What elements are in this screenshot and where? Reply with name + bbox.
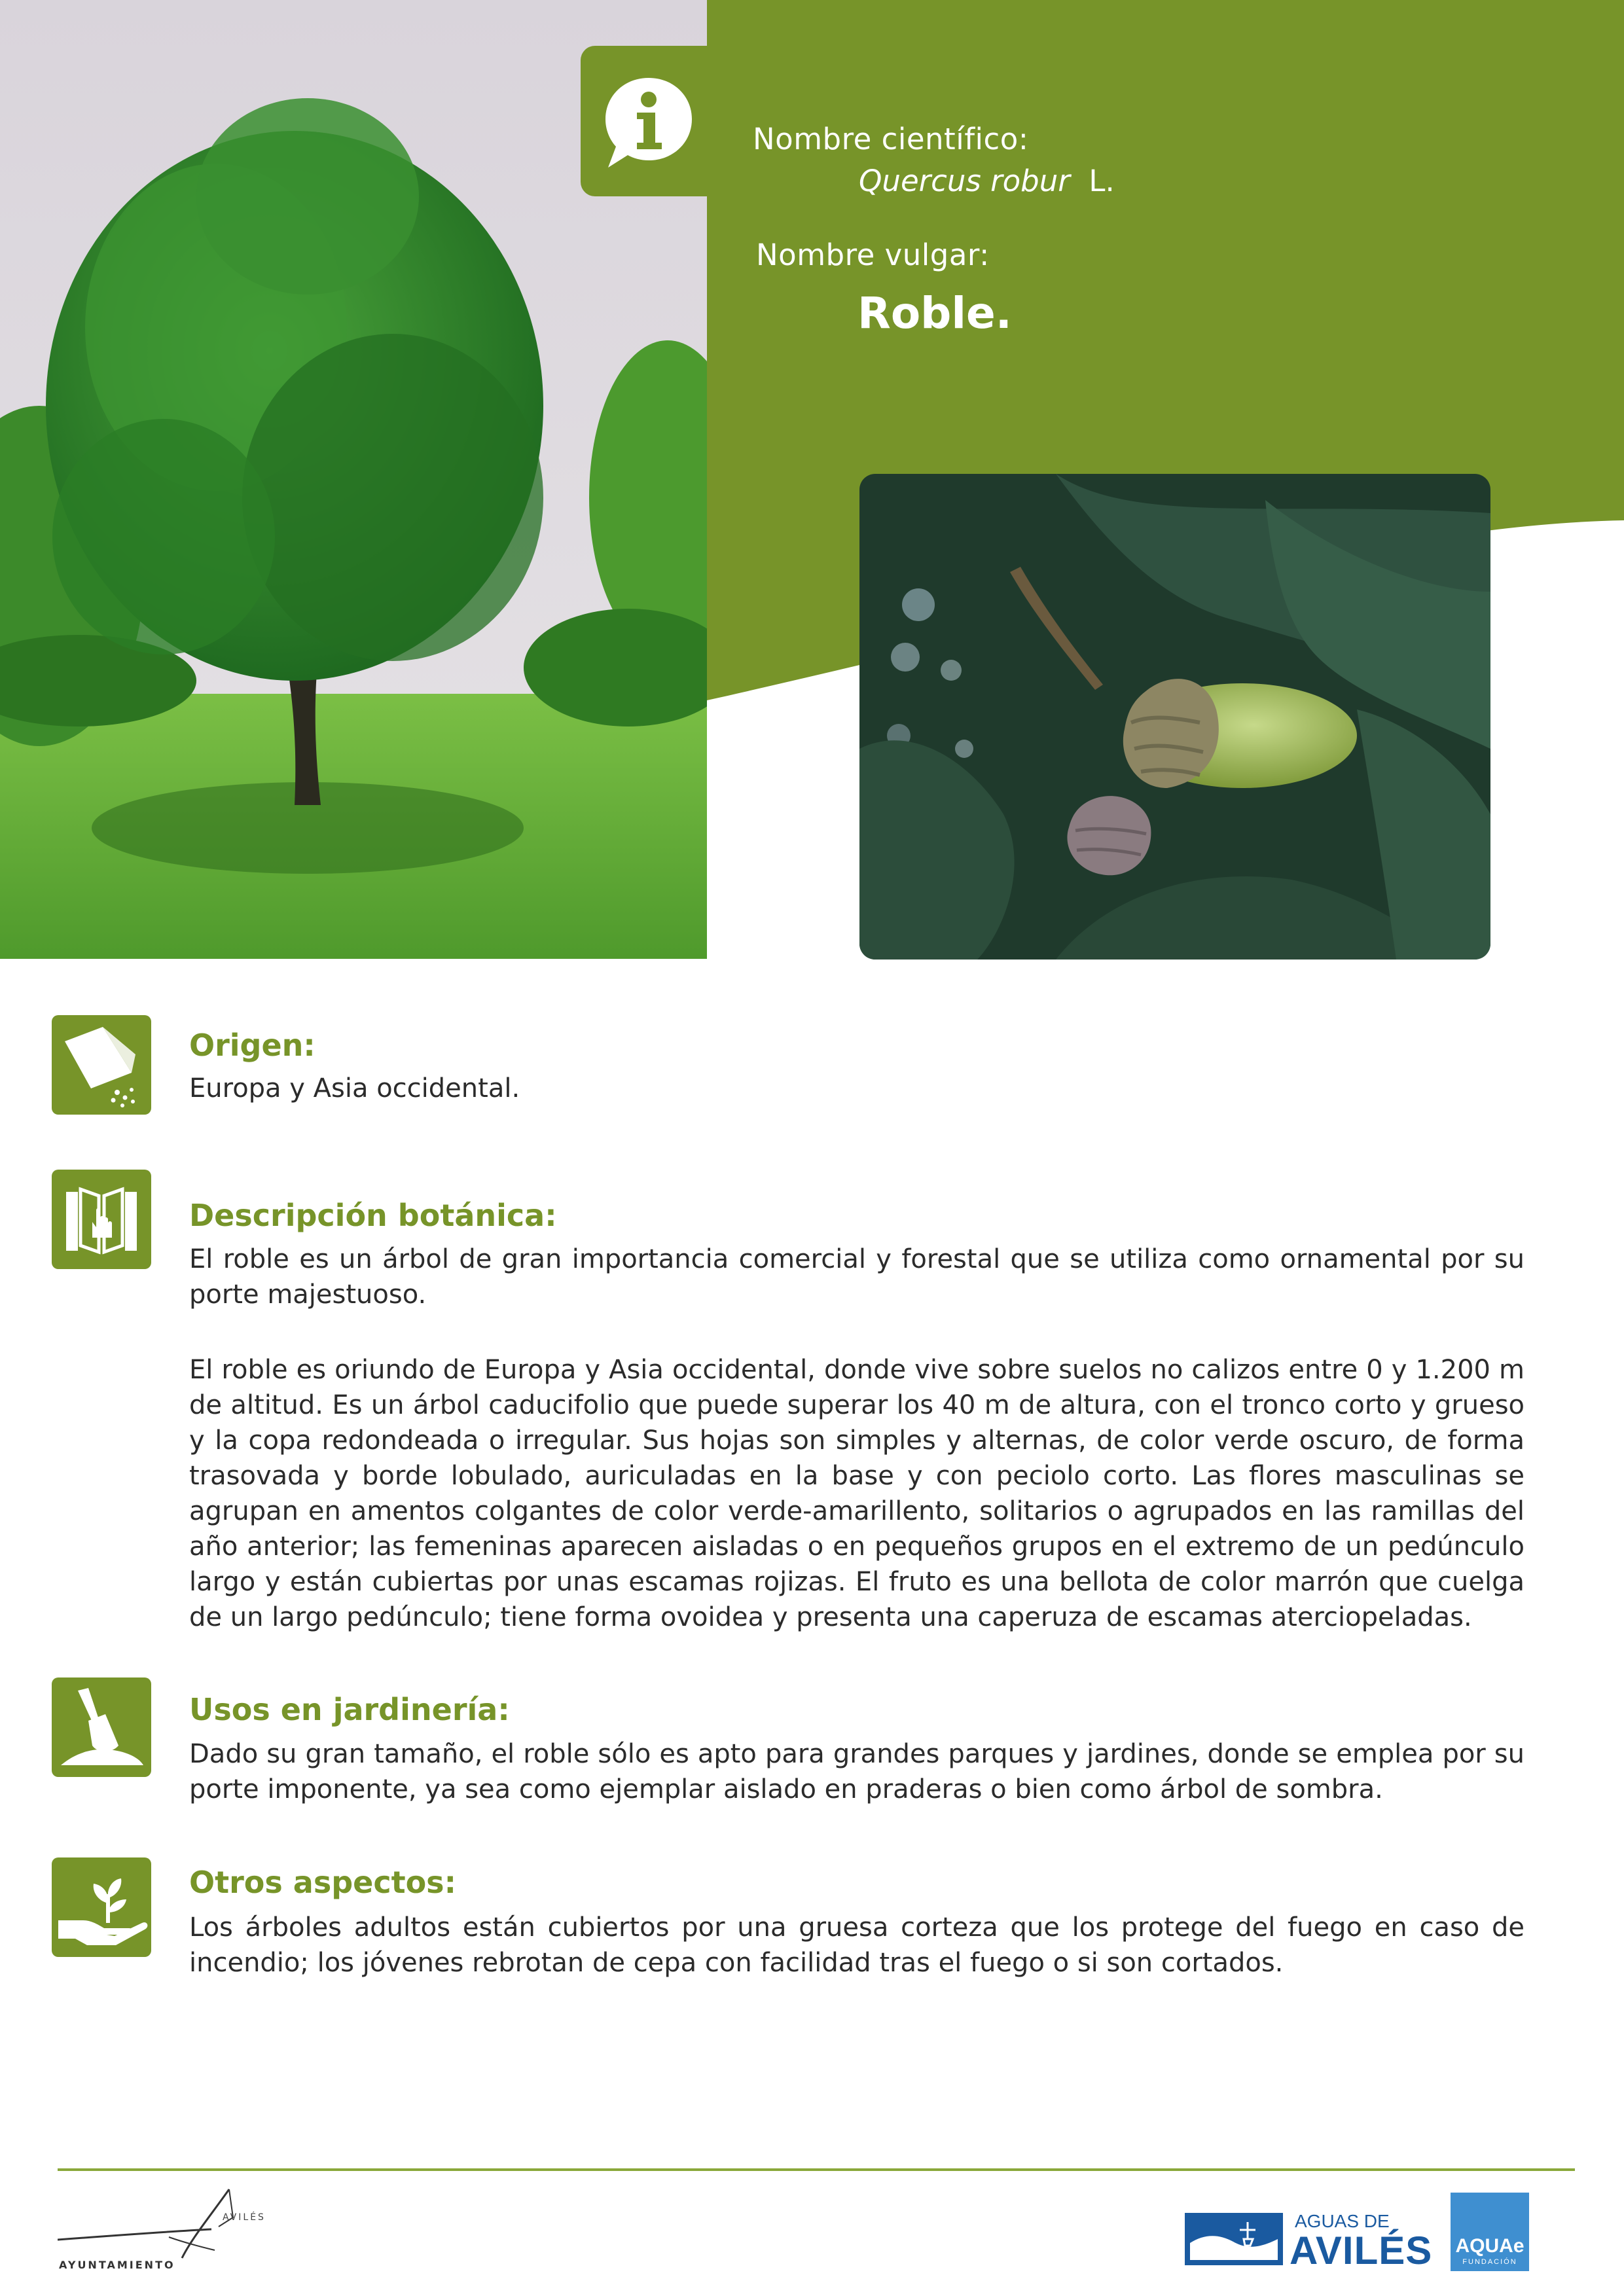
uses-title: Usos en jardinería: [189,1692,510,1727]
other-title: Otros aspectos: [189,1865,456,1900]
common-name-value: Roble. [857,288,1012,338]
seed-bag-icon-box [52,1015,151,1115]
ayuntamiento-city-text: AVILÉS [223,2212,266,2223]
botanical-book-icon-box [52,1170,151,1269]
info-icon [603,75,695,173]
aguas-small-text: AGUAS DE [1295,2211,1390,2231]
description-title: Descripción botánica: [189,1198,557,1233]
info-icon-box [581,46,707,196]
origin-text: Europa y Asia occidental. [189,1073,520,1103]
ayuntamiento-text: AYUNTAMIENTO [59,2259,175,2271]
uses-text: Dado su gran tamaño, el roble sólo es apto para grandes parques y jardines, donde se emplea por su porte imponente, ya sea como ejemplar aislado en praderas o bien como árbol de sombra. [189,1739,1525,1804]
description-paragraph-1: El roble es un árbol de gran importancia comercial y forestal que se utiliza como ornamental por su porte majestuoso. [189,1244,1525,1310]
common-name-label: Nombre vulgar: [756,238,990,272]
hand-sprout-icon [52,1857,151,1957]
other-text: Los árboles adultos están cubiertos por una gruesa corteza que los protege del fuego en caso de incendio; los jóvenes rebrotan de cepa con facilidad tras el fuego o si son cortados. [189,1912,1525,1978]
scientific-name-author: L. [1089,164,1115,198]
aguas-big-text: AVILÉS [1290,2229,1433,2272]
scientific-name-label: Nombre científico: [753,122,1029,156]
hand-sprout-icon-box [52,1857,151,1957]
botanical-book-icon [52,1170,151,1269]
scientific-name-species: Quercus robur [859,164,1070,198]
seed-bag-icon [52,1015,151,1115]
aquae-text: AQUAe [1455,2235,1525,2257]
trowel-icon-box [52,1677,151,1777]
origin-title: Origen: [189,1028,316,1063]
description-paragraph-2: El roble es oriundo de Europa y Asia occidental, donde vive sobre suelos no calizos entre 0 y 1.200 m de altitud. Es un árbol caducifolio que puede superar los 40 m de altura, con el tronco corto y grueso y la copa redondeada o irregular. Sus hojas son simples y alternas, de color verde oscuro, de forma trasovada y borde lobulado, auriculadas en la base y con peciolo corto. Las flores masculinas se agrupan en amentos colgantes de color verde-amarillento, solitarios o agrupados en las ramillas del año anterior; las femeninas aparecen aisladas o en pequeños grupos en el extremo de un pedúnculo largo y están cubiertas por unas escamas rojizas. El fruto es una bellota de color marrón que cuelga de un largo pedúnculo; tiene forma ovoidea y presenta una caperuza de escamas aterciopeladas. [189,1355,1525,1632]
trowel-icon [52,1677,151,1777]
acorn-photo [859,474,1490,960]
footer-divider [58,2168,1575,2171]
scientific-name-value [859,164,1115,198]
aquae-sub-text: FUNDACIÓN [1462,2258,1517,2266]
